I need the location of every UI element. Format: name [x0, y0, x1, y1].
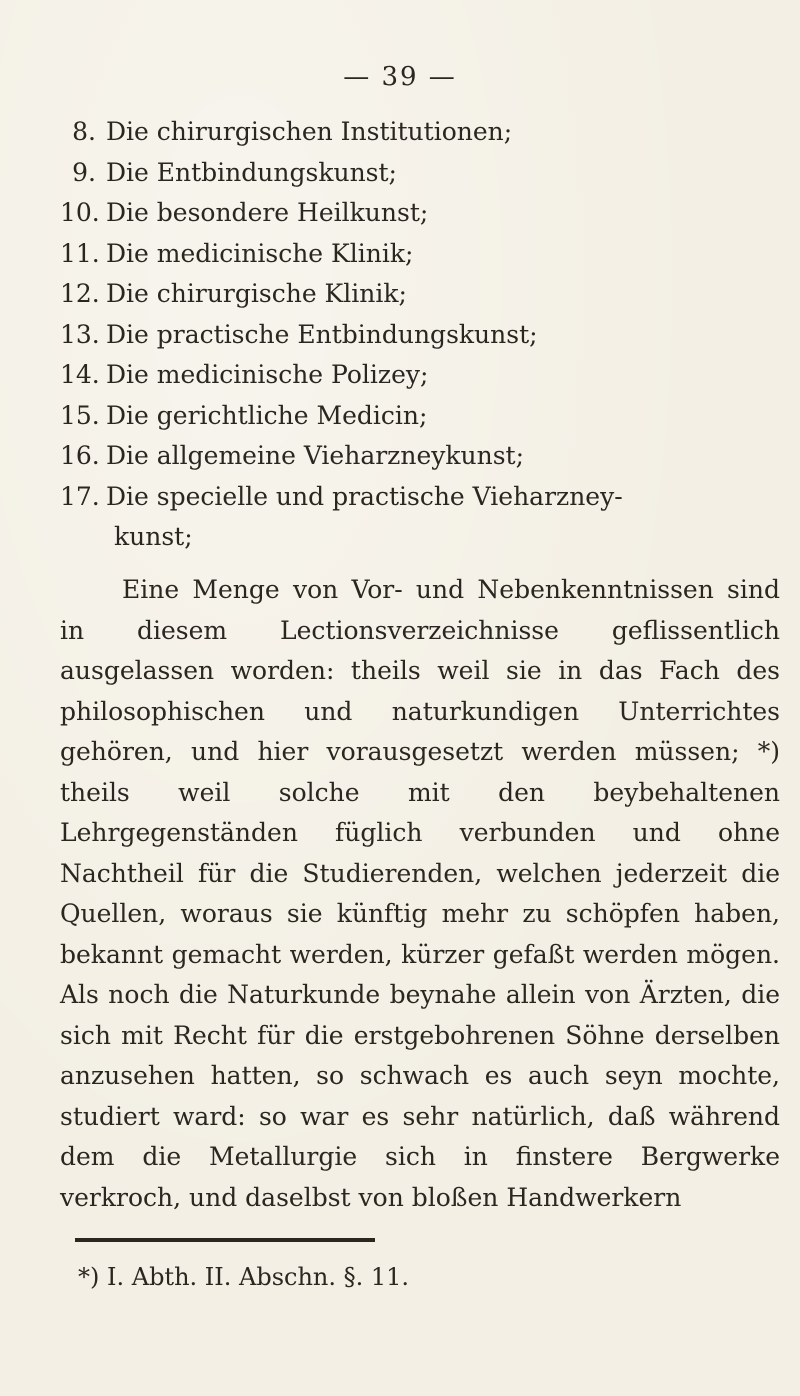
- body-paragraph: Eine Menge von Vor- und Nebenkenntnissen sind in diesem Lectionsverzeichnisse geflissentlich ausgelassen worden: theils weil sie in das Fach des philosophischen und naturkundigen Unterrichtes gehören, und hier vorausgesetzt werden müssen; *) theils weil solche mit den beybehaltenen Lehrgegenständen füglich verbunden und ohne Nachtheil für die Studierenden, welchen jederzeit die Quellen, woraus sie künftig mehr zu schöpfen haben, bekannt gemacht werden, kürzer gefaßt werden mögen. Als noch die Naturkunde beynahe allein von Ärzten, die sich mit Recht für die erstgebohrenen Söhne derselben anzusehen hatten, so schwach es auch seyn mochte, studiert ward: so war es sehr natürlich, daß während dem die Metallurgie sich in finstere Bergwerke verkroch, und daselbst von bloßen Handwerkern: [60, 575, 780, 1212]
- item-text: Die practische Entbindungskunst;: [106, 319, 538, 349]
- item-number: 10.: [60, 198, 100, 227]
- list-item: [60, 396, 780, 437]
- item-text: Die medicinische Klinik;: [106, 238, 414, 268]
- list-item-continuation: [60, 517, 780, 558]
- page-number: — 39 —: [343, 62, 457, 92]
- item-number: 12.: [60, 279, 100, 308]
- item-number: 8.: [72, 117, 96, 146]
- item-number: 9.: [72, 157, 96, 187]
- item-text: Die chirurgischen Institutionen;: [106, 117, 513, 146]
- item-text-continuation: kunst;: [114, 522, 193, 551]
- item-text: Die besondere Heilkunst;: [106, 198, 429, 227]
- footnote: *) I. Abth. II. Abschn. §. 11.: [78, 1263, 410, 1291]
- item-number: 14.: [60, 360, 100, 389]
- item-text: Die chirurgische Klinik;: [106, 279, 407, 308]
- lecture-list: [60, 112, 780, 558]
- list-item: [60, 274, 780, 315]
- item-number: 13.: [60, 319, 100, 349]
- list-item: [60, 112, 780, 153]
- item-text: Die allgemeine Vieharzneykunst;: [106, 441, 525, 470]
- item-text: Die Entbindungskunst;: [106, 157, 397, 187]
- item-number: 16.: [60, 441, 100, 470]
- item-text: Die medicinische Polizey;: [106, 360, 429, 389]
- list-item: [60, 477, 780, 518]
- list-item: [60, 193, 780, 234]
- list-item: [60, 234, 780, 275]
- item-number: 15.: [60, 400, 100, 430]
- list-item: [60, 355, 780, 396]
- item-text: Die gerichtliche Medicin;: [106, 400, 428, 430]
- list-item: [60, 153, 780, 194]
- item-text: Die specielle und practische Vieharzney-: [106, 481, 623, 511]
- footnote-divider: [75, 1238, 375, 1242]
- list-item: [60, 315, 780, 356]
- item-number: 17.: [60, 481, 100, 511]
- list-item: [60, 436, 780, 477]
- item-number: 11.: [60, 238, 100, 268]
